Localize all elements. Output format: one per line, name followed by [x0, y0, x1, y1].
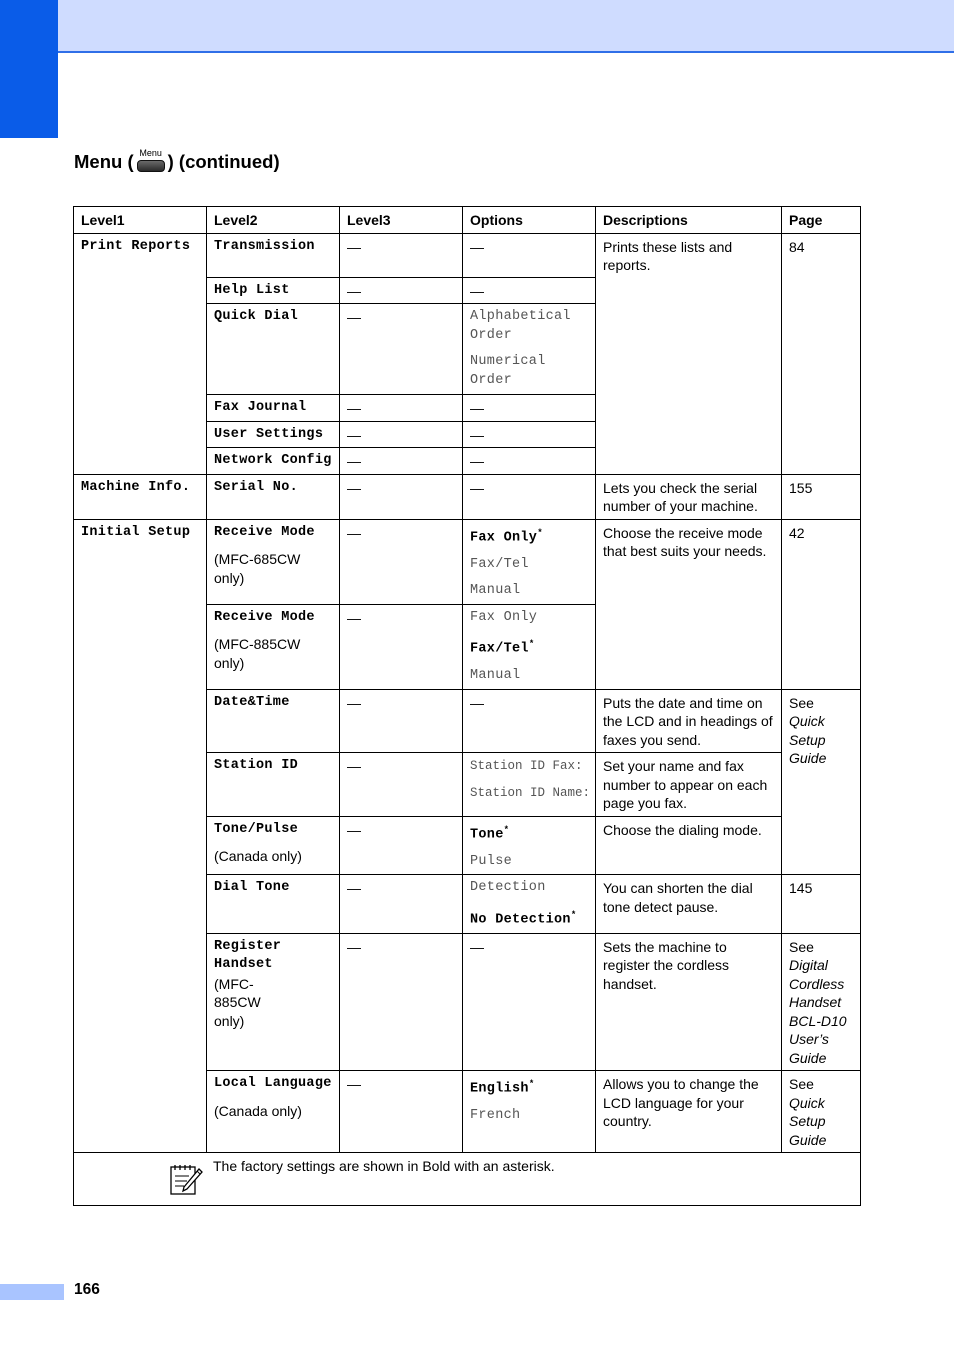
level3-cell: — — [340, 421, 463, 448]
level2-cell: Station ID — [207, 753, 340, 817]
col-header: Level3 — [340, 207, 463, 234]
option-default: Fax Only* — [470, 527, 543, 545]
menu-key-icon — [135, 148, 167, 175]
model-note: (Canada only) — [214, 1102, 302, 1119]
level1-cell: Initial Setup — [74, 519, 207, 1153]
options-cell: — — [463, 448, 596, 475]
page-cell — [782, 689, 861, 875]
note-pencil-icon — [169, 1163, 203, 1195]
note-row — [74, 1153, 861, 1206]
menu-key-label: Menu — [139, 148, 162, 158]
heading-prefix: Menu ( — [74, 151, 134, 172]
level3-cell: — — [340, 304, 463, 395]
page-cell: 145 — [782, 875, 861, 934]
footer-band — [0, 1284, 64, 1300]
page-guide-ref: Quick Setup Guide — [789, 1094, 827, 1148]
page-see: See — [789, 938, 814, 955]
table-header-row — [74, 207, 861, 234]
options-cell — [463, 753, 596, 817]
model-note: (Canada only) — [214, 848, 302, 864]
note-text: The factory settings are shown in Bold with an asterisk. — [213, 1158, 555, 1174]
level3-cell: — — [340, 753, 463, 817]
level2-cell: Help List — [207, 277, 340, 304]
options-cell — [463, 875, 596, 934]
level2-name: Receive Mode — [214, 609, 315, 625]
level3-cell: — — [340, 604, 463, 689]
options-cell: — — [463, 395, 596, 422]
level3-cell: — — [340, 277, 463, 304]
page-guide-ref: Quick Setup Guide — [789, 713, 827, 766]
level3-cell: — — [340, 875, 463, 934]
level2-cell — [207, 604, 340, 689]
option-value: Manual — [470, 583, 521, 598]
level2-name: Tone/Pulse — [214, 821, 299, 837]
page-see: See — [789, 694, 814, 711]
options-cell — [463, 604, 596, 689]
level1-cell: Machine Info. — [74, 474, 207, 519]
options-cell — [463, 816, 596, 875]
option-value: Manual — [470, 668, 521, 683]
description-cell: Set your name and fax number to appear on each page you fax. — [596, 753, 782, 817]
page-see: See — [789, 1076, 814, 1092]
level2-cell — [207, 1071, 340, 1153]
option-value: Station ID Fax: — [470, 759, 583, 773]
heading-suffix: ) (continued) — [167, 151, 280, 172]
options-cell: — — [463, 421, 596, 448]
description-cell: You can shorten the dial tone detect pause. — [596, 875, 782, 934]
chapter-tab — [0, 0, 58, 138]
option-default: No Detection* — [470, 909, 577, 927]
page-number: 166 — [74, 1281, 100, 1298]
page-cell: 84 — [782, 233, 861, 474]
level2-cell: Transmission — [207, 233, 340, 277]
option-default: Tone* — [470, 824, 510, 842]
level2-cell — [207, 816, 340, 875]
header-band — [0, 0, 954, 53]
level2-cell: Network Config — [207, 448, 340, 475]
level2-cell: Quick Dial — [207, 304, 340, 395]
description-cell: Choose the receive mode that best suits your needs. — [596, 519, 782, 689]
level3-cell: — — [340, 1071, 463, 1153]
level2-cell — [207, 933, 340, 1071]
level2-cell: User Settings — [207, 421, 340, 448]
options-cell: — — [463, 474, 596, 519]
options-cell: — — [463, 277, 596, 304]
description-cell: Sets the machine to register the cordless handset. — [596, 933, 782, 1071]
model-note: (MFC-885CW only) — [214, 975, 261, 1029]
option-default: Fax/Tel* — [470, 639, 535, 657]
col-header: Options — [463, 207, 596, 234]
level2-name: Register Handset — [214, 938, 282, 972]
level3-cell: — — [340, 519, 463, 604]
page-cell: 155 — [782, 474, 861, 519]
col-header: Level1 — [74, 207, 207, 234]
level3-cell: — — [340, 689, 463, 753]
options-cell: — — [463, 933, 596, 1071]
level2-cell — [207, 519, 340, 604]
level3-cell: — — [340, 816, 463, 875]
col-header: Level2 — [207, 207, 340, 234]
model-note: (MFC-685CW only) — [214, 551, 301, 586]
level3-cell: — — [340, 448, 463, 475]
level2-name: Receive Mode — [214, 524, 315, 540]
option-value: Fax/Tel — [470, 556, 529, 572]
option-value: Station ID Name: — [470, 785, 591, 800]
table-row — [74, 474, 861, 519]
model-note: (MFC-885CW only) — [214, 636, 301, 671]
level1-cell: Print Reports — [74, 233, 207, 474]
level3-cell: — — [340, 933, 463, 1071]
page-cell: 42 — [782, 519, 861, 689]
note-cell — [74, 1153, 861, 1206]
options-cell: — — [463, 689, 596, 753]
level3-cell: — — [340, 233, 463, 277]
col-header: Page — [782, 207, 861, 234]
page-cell — [782, 933, 861, 1071]
col-header: Descriptions — [596, 207, 782, 234]
description-cell: Puts the date and time on the LCD and in headings of faxes you send. — [596, 689, 782, 753]
menu-table — [73, 206, 861, 1206]
level2-cell: Fax Journal — [207, 395, 340, 422]
options-cell — [463, 304, 596, 395]
description-cell: Prints these lists and reports. — [596, 233, 782, 474]
option-value: Alphabetical Order — [470, 309, 571, 343]
option-value: French — [470, 1108, 521, 1123]
option-value: Pulse — [470, 853, 513, 869]
option-default: English* — [470, 1079, 535, 1097]
level2-cell: Dial Tone — [207, 875, 340, 934]
level2-cell: Date&Time — [207, 689, 340, 753]
level2-name: Local Language — [214, 1076, 332, 1091]
option-value: Fax Only — [470, 609, 538, 625]
table-row — [74, 519, 861, 604]
page-guide-ref: Digital Cordless Handset BCL-D10 User’s Guide — [789, 957, 847, 1066]
description-cell: Lets you check the serial number of your machine. — [596, 474, 782, 519]
options-cell — [463, 1071, 596, 1153]
level2-cell: Serial No. — [207, 474, 340, 519]
section-heading — [74, 150, 280, 174]
level3-cell: — — [340, 395, 463, 422]
page-cell — [782, 1071, 861, 1153]
options-cell: — — [463, 233, 596, 277]
description-cell: Choose the dialing mode. — [596, 816, 782, 875]
level3-cell: — — [340, 474, 463, 519]
option-value: Numerical Order — [470, 354, 546, 388]
table-row — [74, 233, 861, 277]
option-value: Detection — [470, 880, 546, 895]
description-cell: Allows you to change the LCD language for your country. — [596, 1071, 782, 1153]
options-cell — [463, 519, 596, 604]
